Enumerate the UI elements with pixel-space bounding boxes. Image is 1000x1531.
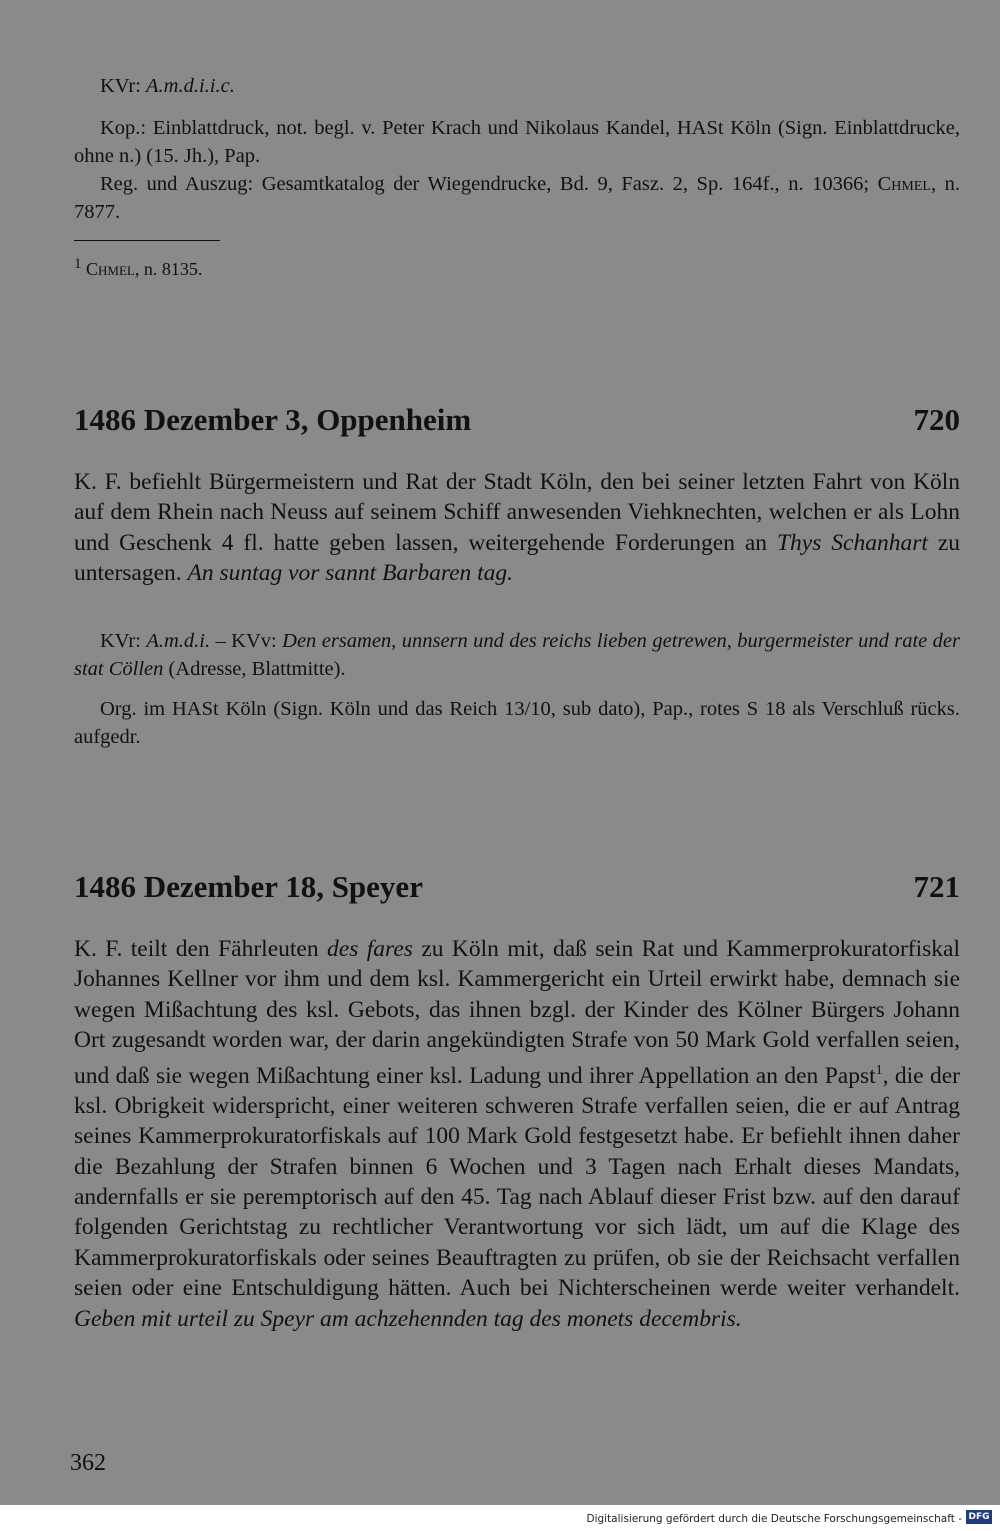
funding-notice: Digitalisierung gefördert durch die Deutsche Forschungsgemeinschaft - (586, 1513, 962, 1525)
entry-number: 720 (913, 402, 960, 437)
entry-date-place: 1486 Dezember 18, Speyer (74, 869, 423, 904)
entry-date-place: 1486 Dezember 3, Oppenheim (74, 402, 472, 437)
footnote: $^1$ Chmel, n. 8135. (74, 256, 203, 279)
entry-heading-721 (74, 869, 960, 905)
dfg-logo-icon: DFG (966, 1510, 992, 1524)
reg-note: Reg. und Auszug: Gesamtkatalog der Wiegendrucke, Bd. 9, Fasz. 2, Sp. 164f., n. 10366; Chmel, n. 7877. (74, 173, 961, 223)
page-number: 362 (70, 1450, 106, 1476)
entry-721-summary: K. F. teilt den Fährleuten des fares zu Köln mit, daß sein Rat und Kammerprokuratorfiskal Johannes Kellner vor ihm und dem ksl. Kammergericht ein Urteil erwirkt habe, demnach sie wegen Mißachtung des ksl. Gebots, das ihnen bzgl. der Kinder des Kölner Bürgers Johann Ort zugesandt worden war, der darin angekündigten Strafe von 50 Mark Gold verfallen seien, und daß sie wegen Mißachtung einer ksl. Ladung und ihrer Appellation an den Papst$^1$, die der ksl. Obrigkeit widerspricht, einer weiteren schweren Strafe verfallen seien, die er auf Antrag seines Kammerprokuratorfiskals auf 100 Mark Gold festgesetzt habe. Er befiehlt ihnen daher die Bezahlung der Strafen binnen 6 Wochen und 3 Tagen nach Erhalt dieses Mandats, andernfalls er sie peremptorisch auf den 45. Tag nach Ablauf dieser Frist bzw. auf den darauf folgenden Gerichtstag zu rechtlicher Verantwortung vor sich lädt, um auf die Klage des Kammerprokuratorfiskals oder seines Beauftragten zu prüfen, ob sie der Reichsacht verfallen seien oder eine Entschuldigung hätten. Auch bei Nichterscheinen werde weiter verhandelt. Geben mit urteil zu Speyr am achzehennden tag des monets decembris. (74, 936, 960, 1332)
entry-heading-720 (74, 402, 960, 438)
org-note: Org. im HASt Köln (Sign. Köln und das Reich 13/10, sub dato), Pap., rotes S 18 als Verschluß rücks. aufgedr. (74, 698, 960, 748)
entry-number: 721 (913, 869, 960, 904)
kop-note: Kop.: Einblattdruck, not. begl. v. Peter Krach und Nikolaus Kandel, HASt Köln (Sign. Einblattdrucke, ohne n.) (15. Jh.), Pap. (74, 117, 960, 167)
kvr-line: KVr: A.m.d.i.i.c. (100, 75, 235, 97)
kvr-kvv-line: KVr: A.m.d.i. – KVv: Den ersamen, unnsern und des reichs lieben getrewen, burgermeister und rate der stat Cöllen (Adresse, Blattmitte). (74, 630, 960, 680)
previous-entry-tail (74, 72, 960, 226)
footnote-rule (74, 240, 220, 241)
entry-720-summary: K. F. befiehlt Bürgermeistern und Rat der Stadt Köln, den bei seiner letzten Fahrt von Köln auf dem Rhein nach Neuss auf seinem Schiff anwesenden Viehknechten, welchen er als Lohn und Geschenk 4 fl. hatte geben lassen, weitergehende Forderungen an Thys Schanhart zu untersagen. An suntag vor sannt Barbaren tag. (74, 469, 961, 587)
entry-720-notes (74, 627, 960, 751)
